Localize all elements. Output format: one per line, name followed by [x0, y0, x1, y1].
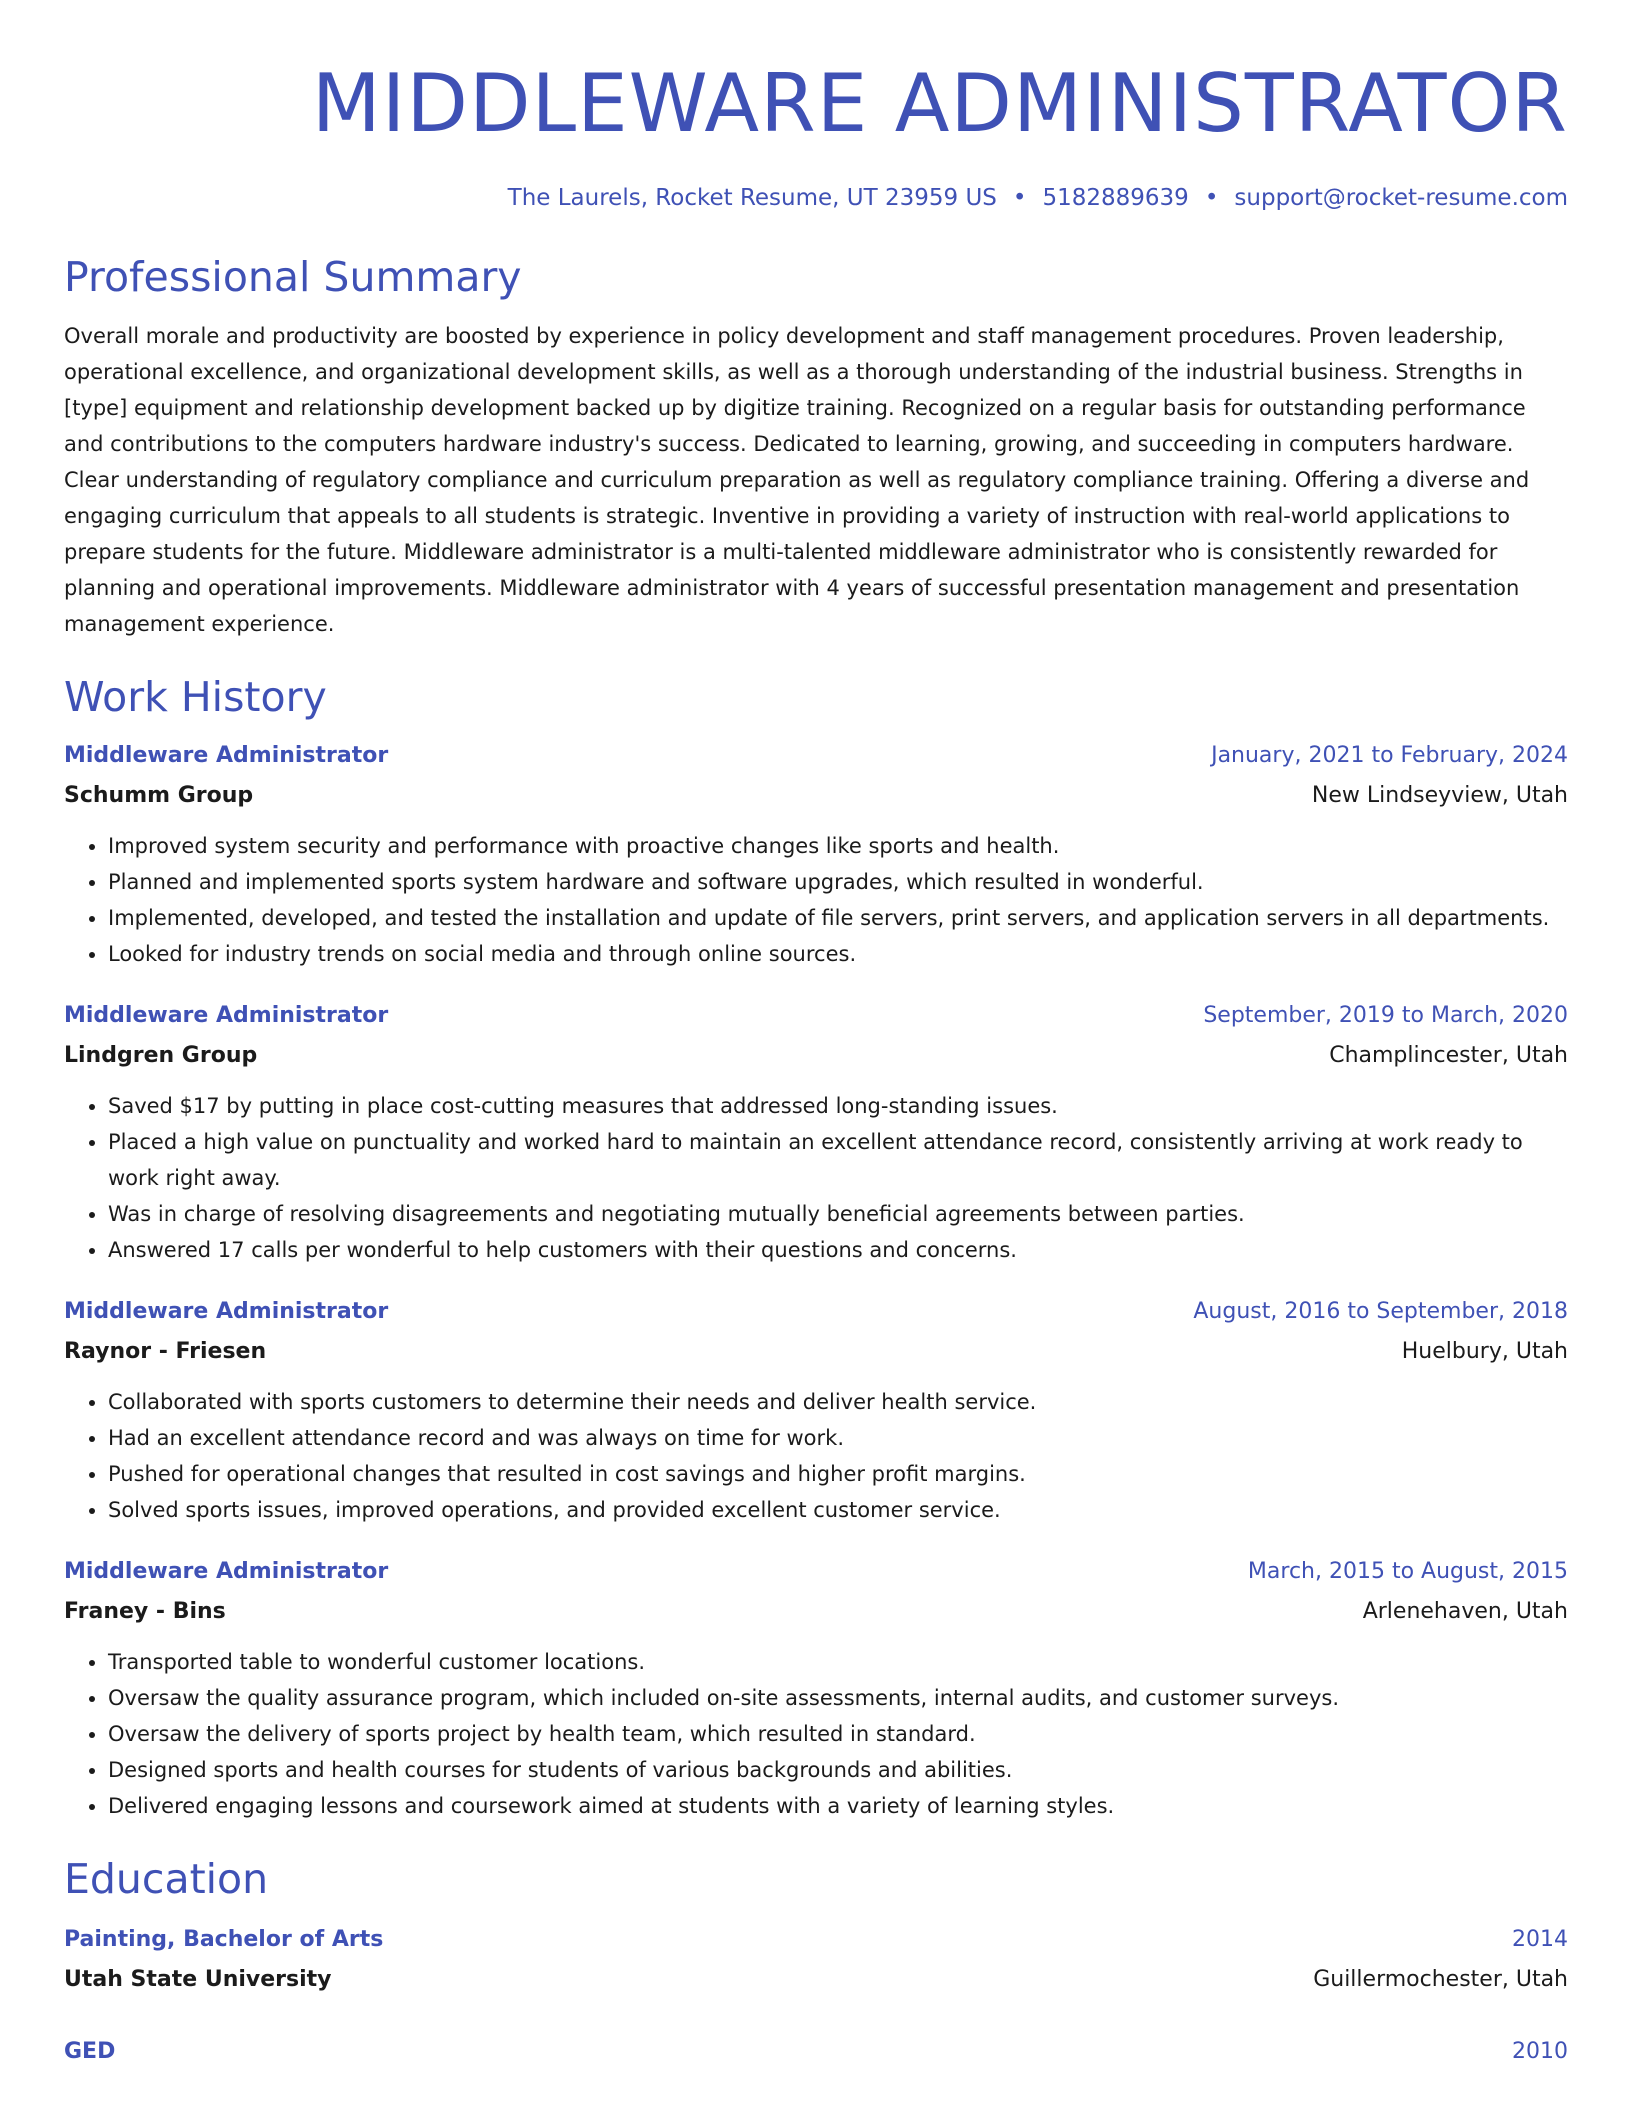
job-bullet: • Answered 17 calls per wonderful to help customers with their questions and concerns.	[108, 1232, 1568, 1268]
education-degree: GED	[64, 2039, 116, 2064]
job-dates: March, 2015 to August, 2015	[1247, 1559, 1568, 1584]
job-company-row	[64, 1038, 1568, 1074]
job-bullet: • Designed sports and health courses for students of various backgrounds and abilities.	[108, 1752, 1568, 1788]
job-company-row	[64, 1594, 1568, 1630]
job-title: Middleware Administrator	[64, 743, 389, 768]
education-entry	[64, 2034, 1568, 2070]
job-title-row	[64, 1294, 1568, 1330]
job-bullet: • Improved system security and performance with proactive changes like sports and health.	[108, 828, 1568, 864]
job-title: Middleware Administrator	[64, 1003, 389, 1028]
job-bullets	[64, 828, 1568, 972]
education-school-row	[64, 1962, 1568, 1998]
education-degree: Painting, Bachelor of Arts	[64, 1927, 384, 1952]
work-history-heading: Work History	[64, 673, 327, 721]
job-bullet: • Had an excellent attendance record and was always on time for work.	[108, 1420, 1568, 1456]
education-heading: Education	[64, 1855, 269, 1903]
job-bullet: • Solved sports issues, improved operations, and provided excellent customer service.	[108, 1492, 1568, 1528]
contact-phone: 5182889639	[1042, 185, 1189, 211]
job-title: Middleware Administrator	[64, 1559, 389, 1584]
education-location: Guillermochester, Utah	[1313, 1967, 1568, 1992]
job-dates: August, 2016 to September, 2018	[1193, 1299, 1568, 1324]
education-year: 2010	[1512, 2039, 1568, 2064]
job-dates: September, 2019 to March, 2020	[1203, 1003, 1568, 1028]
education-school: Utah State University	[64, 1967, 332, 1992]
job-title-row	[64, 998, 1568, 1034]
job-title-row	[64, 738, 1568, 774]
job-company: Lindgren Group	[64, 1043, 258, 1068]
job-bullet: • Was in charge of resolving disagreements and negotiating mutually beneficial agreements between parties.	[108, 1196, 1568, 1232]
job-location: Champlincester, Utah	[1329, 1043, 1568, 1068]
job-company: Franey - Bins	[64, 1599, 226, 1624]
job-bullet: • Looked for industry trends on social media and through online sources.	[108, 936, 1568, 972]
job-company: Schumm Group	[64, 783, 254, 808]
job-entry	[64, 1554, 1568, 1824]
job-bullet: • Transported table to wonderful customer locations.	[108, 1644, 1568, 1680]
job-bullets	[64, 1384, 1568, 1528]
job-bullet: • Oversaw the delivery of sports project by health team, which resulted in standard.	[108, 1716, 1568, 1752]
job-title-row	[64, 1554, 1568, 1590]
job-bullets	[64, 1088, 1568, 1268]
job-entry	[64, 1294, 1568, 1528]
job-location: New Lindseyview, Utah	[1311, 783, 1568, 808]
job-bullet: • Planned and implemented sports system hardware and software upgrades, which resulted in wonderful.	[108, 864, 1568, 900]
job-company-row	[64, 1334, 1568, 1370]
job-bullet: • Saved $17 by putting in place cost-cutting measures that addressed long-standing issues.	[108, 1088, 1568, 1124]
job-entry	[64, 998, 1568, 1268]
contact-line	[64, 182, 1568, 214]
resume-header	[64, 58, 1568, 214]
job-bullet: • Implemented, developed, and tested the installation and update of file servers, print servers, and application servers in all departments.	[108, 900, 1568, 936]
job-company: Raynor - Friesen	[64, 1339, 267, 1364]
job-bullet: • Collaborated with sports customers to determine their needs and deliver health service.	[108, 1384, 1568, 1420]
job-company-row	[64, 778, 1568, 814]
contact-address: The Laurels, Rocket Resume, UT 23959 US	[507, 185, 997, 211]
summary-heading: Professional Summary	[64, 253, 522, 301]
contact-separator: •	[1204, 185, 1219, 211]
job-bullet: • Oversaw the quality assurance program, which included on-site assessments, internal audits, and customer surveys.	[108, 1680, 1568, 1716]
contact-separator: •	[1012, 185, 1027, 211]
education-year: 2014	[1512, 1927, 1568, 1952]
job-bullet: • Placed a high value on punctuality and worked hard to maintain an excellent attendance record, consistently arriving at work ready to work right away.	[108, 1124, 1568, 1196]
job-location: Huelbury, Utah	[1401, 1339, 1568, 1364]
job-dates: January, 2021 to February, 2024	[1211, 743, 1568, 768]
education-entry	[64, 1922, 1568, 1998]
candidate-name: MIDDLEWARE ADMINISTRATOR	[311, 57, 1568, 150]
education-degree-row	[64, 2034, 1568, 2070]
job-entry	[64, 738, 1568, 972]
job-bullets	[64, 1644, 1568, 1824]
job-location: Arlenehaven, Utah	[1362, 1599, 1568, 1624]
summary-text: Overall morale and productivity are boosted by experience in policy development and staff management procedures. Proven leadership, operational excellence, and organizational development skills, as well as a thorough understanding of the industrial business. Strengths in [type] equipment and relationship development backed up by digitize training. Recognized on a regular basis for outstanding performance and contributions to the computers hardware industry's success. Dedicated to learning, growing, and succeeding in computers hardware. Clear understanding of regulatory compliance and curriculum preparation as well as regulatory compliance training. Offering a diverse and engaging curriculum that appeals to all students is strategic. Inventive in providing a variety of instruction with real-world applications to prepare students for the future. Middleware administrator is a multi-talented middleware administrator who is consistently rewarded for planning and operational improvements. Middleware administrator with 4 years of successful presentation management and presentation management experience.	[64, 324, 1530, 636]
job-bullet: • Pushed for operational changes that resulted in cost savings and higher profit margins.	[108, 1456, 1568, 1492]
job-title: Middleware Administrator	[64, 1299, 389, 1324]
contact-email: support@rocket-resume.com	[1234, 185, 1568, 211]
job-bullet: • Delivered engaging lessons and coursework aimed at students with a variety of learning styles.	[108, 1788, 1568, 1824]
education-degree-row	[64, 1922, 1568, 1958]
